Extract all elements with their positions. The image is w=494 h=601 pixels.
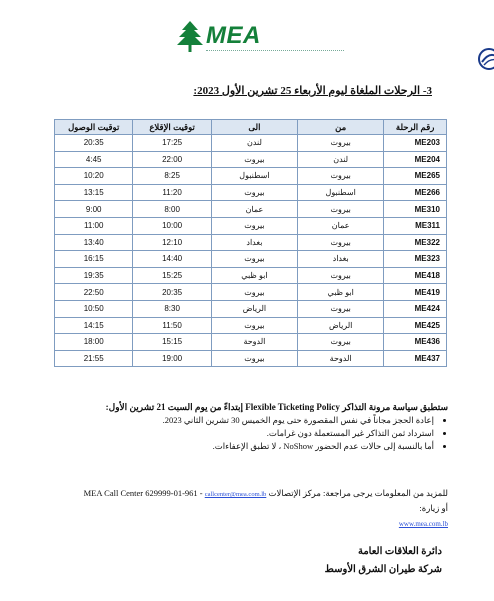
- cell-departure: 20:35: [133, 284, 211, 301]
- table-row: [55, 234, 447, 251]
- table-row: [55, 184, 447, 201]
- cell-from: بيروت: [298, 300, 384, 317]
- table-row: [55, 334, 447, 351]
- cell-arrival: 10:20: [55, 168, 133, 185]
- cell-to: عمان: [211, 201, 297, 218]
- visit-label: أو زيارة:: [419, 503, 448, 513]
- cell-flight-no: ME266: [384, 184, 447, 201]
- contact-text: للمزيد من المعلومات يرجى مراجعة: مركز الإتصالات MEA Call Center 629999-01-961 -: [83, 488, 448, 498]
- cell-flight-no: ME425: [384, 317, 447, 334]
- cell-from: بغداد: [298, 251, 384, 268]
- cancelled-flights-table: [54, 119, 447, 367]
- website-line-url: [18, 518, 448, 528]
- policy-list: [28, 415, 448, 452]
- cell-flight-no: ME265: [384, 168, 447, 185]
- letterhead: [0, 0, 494, 70]
- cell-arrival: 9:00: [55, 201, 133, 218]
- cell-from: بيروت: [298, 168, 384, 185]
- website-line: [18, 503, 448, 514]
- website-link[interactable]: www.mea.com.lb: [398, 520, 448, 528]
- cell-departure: 15:15: [133, 334, 211, 351]
- cell-departure: 17:25: [133, 135, 211, 152]
- cell-from: بيروت: [298, 267, 384, 284]
- email-link[interactable]: callcenter@mea.com.lb: [204, 491, 267, 498]
- cell-arrival: 21:55: [55, 350, 133, 367]
- cell-to: الرياض: [211, 300, 297, 317]
- table-row: [55, 151, 447, 168]
- cell-flight-no: ME204: [384, 151, 447, 168]
- contact-info: [18, 488, 448, 528]
- cell-from: الدوحة: [298, 350, 384, 367]
- table-row: [55, 168, 447, 185]
- contact-line: [18, 488, 448, 499]
- cell-to: اسطنبول: [211, 168, 297, 185]
- cell-flight-no: ME436: [384, 334, 447, 351]
- cell-flight-no: ME419: [384, 284, 447, 301]
- policy-heading: ستطبق سياسة مرونة التذاكر Flexible Ticketing Policy إبتداءً من يوم السبت 21 تشرين الأول:: [105, 402, 448, 412]
- cell-arrival: 4:45: [55, 151, 133, 168]
- table-row: [55, 267, 447, 284]
- cell-to: بيروت: [211, 317, 297, 334]
- cell-flight-no: ME418: [384, 267, 447, 284]
- cell-arrival: 19:35: [55, 267, 133, 284]
- policy-item: • إعادة الحجز مجاناً في نفس المقصورة حتى يوم الخميس 30 تشرين الثاني 2023.: [28, 415, 434, 426]
- cell-to: الدوحة: [211, 334, 297, 351]
- section-title: 3- الرحلات الملغاة ليوم الأربعاء 25 تشرين الأول 2023:: [193, 85, 432, 97]
- table-row: [55, 300, 447, 317]
- cell-flight-no: ME310: [384, 201, 447, 218]
- cell-from: بيروت: [298, 234, 384, 251]
- col-to: الى: [211, 120, 297, 135]
- cell-to: بيروت: [211, 251, 297, 268]
- mea-logo: [176, 20, 346, 60]
- col-departure: توقيت الإقلاع: [133, 120, 211, 135]
- cell-arrival: 11:00: [55, 217, 133, 234]
- cell-from: الرياض: [298, 317, 384, 334]
- cell-departure: 22:00: [133, 151, 211, 168]
- cell-departure: 10:00: [133, 217, 211, 234]
- policy-item: • استرداد ثمن التذاكر غير المستعملة دون غرامات.: [28, 428, 434, 439]
- cell-flight-no: ME437: [384, 350, 447, 367]
- cell-to: بيروت: [211, 284, 297, 301]
- cell-arrival: 13:15: [55, 184, 133, 201]
- cell-arrival: 13:40: [55, 234, 133, 251]
- cell-flight-no: ME323: [384, 251, 447, 268]
- cell-arrival: 18:00: [55, 334, 133, 351]
- cell-arrival: 22:50: [55, 284, 133, 301]
- cell-flight-no: ME203: [384, 135, 447, 152]
- table-row: [55, 135, 447, 152]
- cell-flight-no: ME311: [384, 217, 447, 234]
- col-flight-no: رقم الرحلة: [384, 120, 447, 135]
- flexible-ticketing-policy: [28, 402, 448, 454]
- cell-flight-no: ME424: [384, 300, 447, 317]
- cell-flight-no: ME322: [384, 234, 447, 251]
- logo-text: MEA: [206, 22, 261, 49]
- policy-item: • أما بالنسبة إلى حالات عدم الحضور NoShow ، لا تطبق الإعفاءات.: [28, 441, 434, 452]
- cell-from: ابو ظبي: [298, 284, 384, 301]
- cell-from: اسطنبول: [298, 184, 384, 201]
- department-name: دائرة العلاقات العامة: [357, 546, 442, 557]
- company-name: شركة طيران الشرق الأوسط: [324, 564, 442, 575]
- cell-from: بيروت: [298, 201, 384, 218]
- cell-to: بغداد: [211, 234, 297, 251]
- col-from: من: [298, 120, 384, 135]
- table-header-row: [55, 120, 447, 135]
- cedar-icon: [176, 20, 204, 54]
- logo-subtitle: [206, 50, 344, 56]
- table-row: [55, 317, 447, 334]
- cell-departure: 14:40: [133, 251, 211, 268]
- cell-departure: 8:25: [133, 168, 211, 185]
- cell-to: لندن: [211, 135, 297, 152]
- cell-arrival: 14:15: [55, 317, 133, 334]
- cell-to: ابو ظبي: [211, 267, 297, 284]
- table-row: [55, 217, 447, 234]
- skyteam-icon: [476, 46, 494, 72]
- table-row: [55, 251, 447, 268]
- cell-from: عمان: [298, 217, 384, 234]
- cell-to: بيروت: [211, 151, 297, 168]
- cell-departure: 11:50: [133, 317, 211, 334]
- cell-departure: 19:00: [133, 350, 211, 367]
- cell-departure: 15:25: [133, 267, 211, 284]
- cell-departure: 11:20: [133, 184, 211, 201]
- cell-to: بيروت: [211, 217, 297, 234]
- cell-arrival: 10:50: [55, 300, 133, 317]
- cell-departure: 8:00: [133, 201, 211, 218]
- cell-from: بيروت: [298, 334, 384, 351]
- table-row: [55, 201, 447, 218]
- col-arrival: توقيت الوصول: [55, 120, 133, 135]
- cell-arrival: 16:15: [55, 251, 133, 268]
- cell-departure: 12:10: [133, 234, 211, 251]
- cell-from: بيروت: [298, 135, 384, 152]
- cell-to: بيروت: [211, 184, 297, 201]
- cell-departure: 8:30: [133, 300, 211, 317]
- table-row: [55, 284, 447, 301]
- cell-arrival: 20:35: [55, 135, 133, 152]
- table-row: [55, 350, 447, 367]
- cell-from: لندن: [298, 151, 384, 168]
- cell-to: بيروت: [211, 350, 297, 367]
- signature-block: [325, 543, 442, 579]
